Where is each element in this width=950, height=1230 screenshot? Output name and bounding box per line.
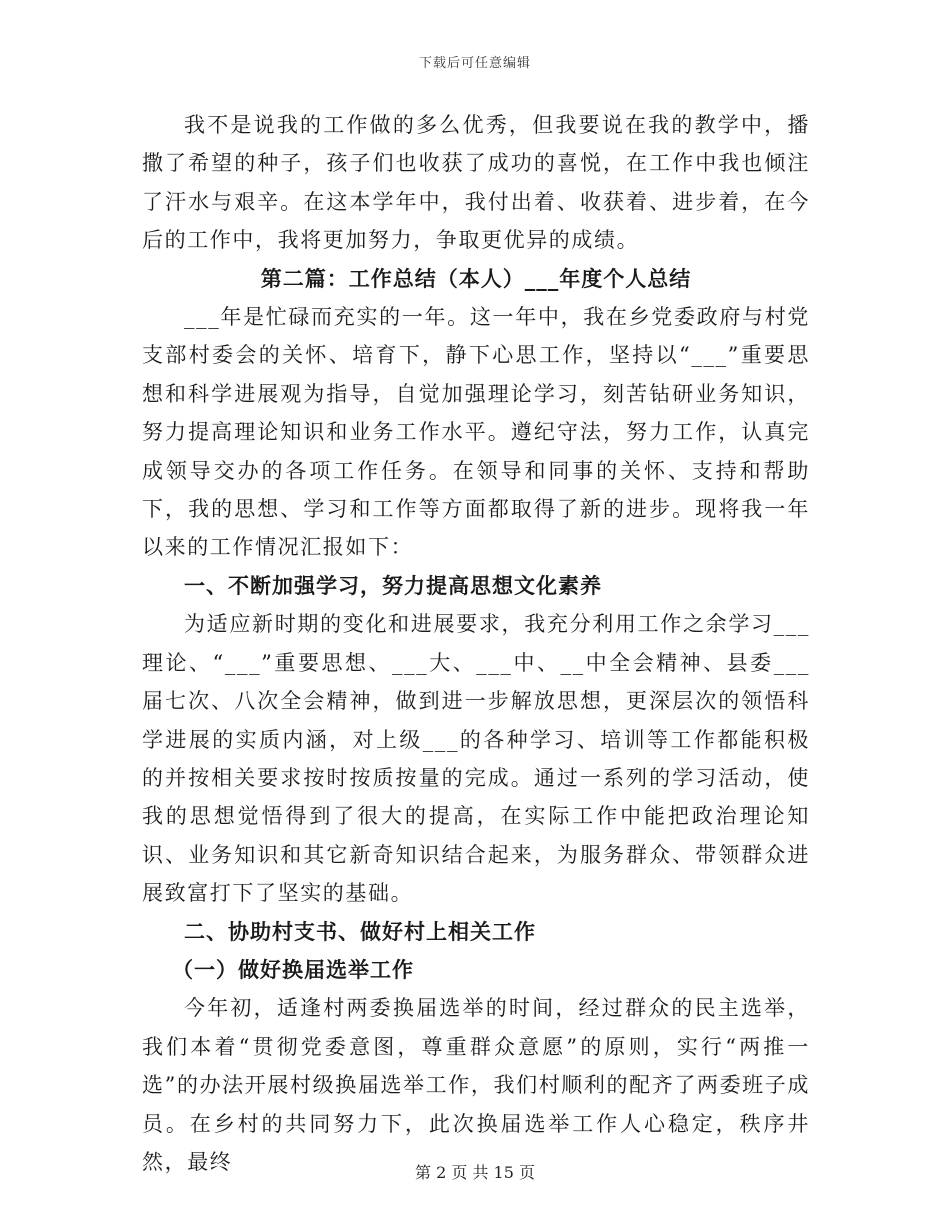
section-heading: 一、不断加强学习，努力提高思想文化素养	[184, 573, 602, 598]
page-number: 第 2 页 共 15 页	[415, 1163, 535, 1182]
document-body	[142, 106, 810, 1181]
section-title: 第二篇：工作总结（本人）___年度个人总结	[260, 266, 692, 291]
section-heading: 二、协助村支书、做好村上相关工作	[184, 919, 536, 944]
subsection-heading: （一）做好换届选举工作	[172, 957, 414, 982]
page-header-note: 下载后可任意编辑	[418, 56, 531, 71]
paragraph: 今年初，适逢村两委换届选举的时间，经过群众的民主选举，我们本着“贯彻党委意图，尊重群众意愿”的原则，实行“两推一选”的办法开展村级换届选举工作，我们村顺利的配齐了两委班子成员。在乡村的共同努力下，此次换届选举工作人心稳定，秩序井然，最终	[142, 996, 810, 1174]
paragraph: 为适应新时期的变化和进展要求，我充分利用工作之余学习___理论、“___”重要思想、___大、___中、__中全会精神、县委___届七次、八次全会精神，做到进一步解放思想，更深层次的领悟科学进展的实质内涵，对上级___的各种学习、培训等工作都能积极的并按相关要求按时按质按量的完成。通过一系列的学习活动，使我的思想觉悟得到了很大的提高，在实际工作中能把政治理论知识、业务知识和其它新奇知识结合起来，为服务群众、带领群众进展致富打下了坚实的基础。	[142, 612, 810, 906]
paragraph: ___年是忙碌而充实的一年。这一年中，我在乡党委政府与村党支部村委会的关怀、培育下，静下心思工作，坚持以“___”重要思想和科学进展观为指导，自觉加强理论学习，刻苦钻研业务知识，努力提高理论知识和业务工作水平。遵纪守法，努力工作，认真完成领导交办的各项工作任务。在领导和同事的关怀、支持和帮助下，我的思想、学习和工作等方面都取得了新的进步。现将我一年以来的工作情况汇报如下：	[142, 305, 810, 560]
paragraph: 我不是说我的工作做的多么优秀，但我要说在我的教学中，播撒了希望的种子，孩子们也收获了成功的喜悦，在工作中我也倾注了汗水与艰辛。在这本学年中，我付出着、收获着、进步着，在今后的工作中，我将更加努力，争取更优异的成绩。	[142, 113, 810, 253]
